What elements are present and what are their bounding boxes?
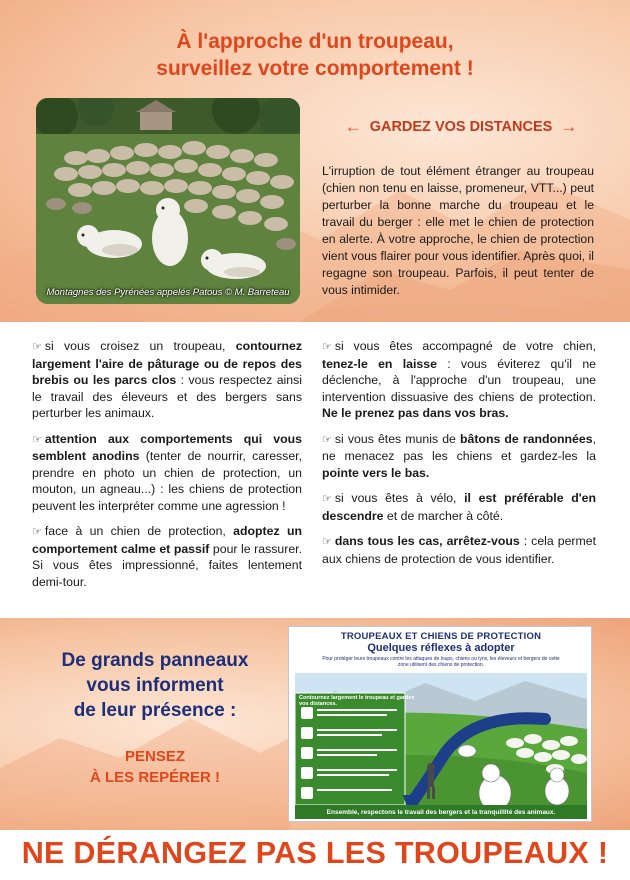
arrow-left-icon: ← [344, 117, 362, 136]
advice-item: ☞ si vous êtes accompagné de votre chien, tenez-le en laisse : vous éviterez qu'il ne déclenche, à l'approche d'un troupeau, une intervention dissuasive des chiens de protection. Ne le prenez pas dans vos bras. [322, 339, 597, 420]
sign-box-title: Contournez largement le troupeau et gardez vos distances. [299, 695, 415, 707]
pointing-hand-icon: ☞ [32, 341, 42, 353]
slogan: NE DÉRANGEZ PAS LES TROUPEAUX ! [21, 836, 609, 870]
pointing-hand-icon: ☞ [322, 536, 332, 548]
intro-paragraph: L'irruption de tout élément étranger au troupeau (chien non tenu en laisse, promeneur, VTT...) peut perturber la bonne marche du troupeau et le travail du berger : elle met le chien de protection en alerte. À votre approche, le chien de protection vient vous flairer pour vous identifier. Après quoi, il regagne son troupeau. Parfois, il peut tenter de vous intimider. [322, 164, 594, 297]
info-sign-image [288, 626, 592, 822]
pensez-text: PENSEZ À LES REPÉRER ! [89, 748, 221, 786]
distances-label: GARDEZ VOS DISTANCES [369, 118, 553, 135]
title-line-2: surveillez votre comportement ! [156, 57, 474, 80]
bottom-banner [0, 618, 630, 830]
sign-title: TROUPEAUX ET CHIENS DE PROTECTION [340, 631, 542, 642]
sign-small-text: Pour protéger leurs troupeaux contre les attaques de loups, chiens ou lynx, les éleveurs et bergers de cette zone utilisent des chiens de protection. [322, 656, 560, 668]
arrow-right-icon: → [560, 117, 578, 136]
pointing-hand-icon: ☞ [322, 341, 332, 353]
flock-photo [36, 98, 300, 304]
advice-column-right [322, 338, 596, 576]
top-banner [0, 0, 630, 322]
pointing-hand-icon: ☞ [322, 493, 332, 505]
advice-item: ☞ attention aux comportements qui vous semblent anodins (tenter de nourrir, caresser, prendre en photo un chien de protection, un mouton, un agneau...) : les chiens de protection peuvent les interpréter comme une agression ! [32, 431, 303, 513]
pointing-hand-icon: ☞ [32, 526, 42, 538]
advice-item: ☞ face à un chien de protection, adoptez un comportement calme et passif pour le rassurer. Si vous êtes impressionné, faites lentement demi-tour. [32, 524, 302, 589]
pointing-hand-icon: ☞ [322, 433, 332, 446]
panneaux-text: De grands panneaux vous informent de leur présence : [61, 650, 249, 721]
advice-item: ☞ si vous croisez un troupeau, contournez largement l'aire de pâturage ou de repos des brebis ou les parcs clos : vous respectez ainsi le travail des éleveurs et des bergers sans perturber les animaux. [32, 339, 302, 420]
advice-item: ☞ dans tous les cas, arrêtez-vous : cela permet aux chiens de protection de vous identifier. [322, 534, 597, 566]
sign-subtitle: Quelques réflexes à adopter [367, 642, 515, 654]
page-title [0, 28, 630, 82]
photo-caption: Montagnes des Pyrénées appelés Patous © M. Barreteau [46, 287, 290, 298]
sign-footer: Ensemble, respectons le travail des bergers et la tranquillité des animaux. [326, 809, 556, 816]
advice-item: ☞ si vous êtes munis de bâtons de randonnées, ne menacez pas les chiens et gardez-les la pointe vers le bas. [322, 431, 596, 480]
advice-column-left [32, 338, 302, 599]
pointing-hand-icon: ☞ [32, 433, 42, 446]
title-line-1: À l'approche d'un troupeau, [176, 30, 454, 53]
advice-item: ☞ si vous êtes à vélo, il est préférable d'en descendre et de marcher à côté. [322, 491, 596, 523]
distances-heading [316, 118, 606, 135]
flock-illustration [36, 98, 300, 304]
